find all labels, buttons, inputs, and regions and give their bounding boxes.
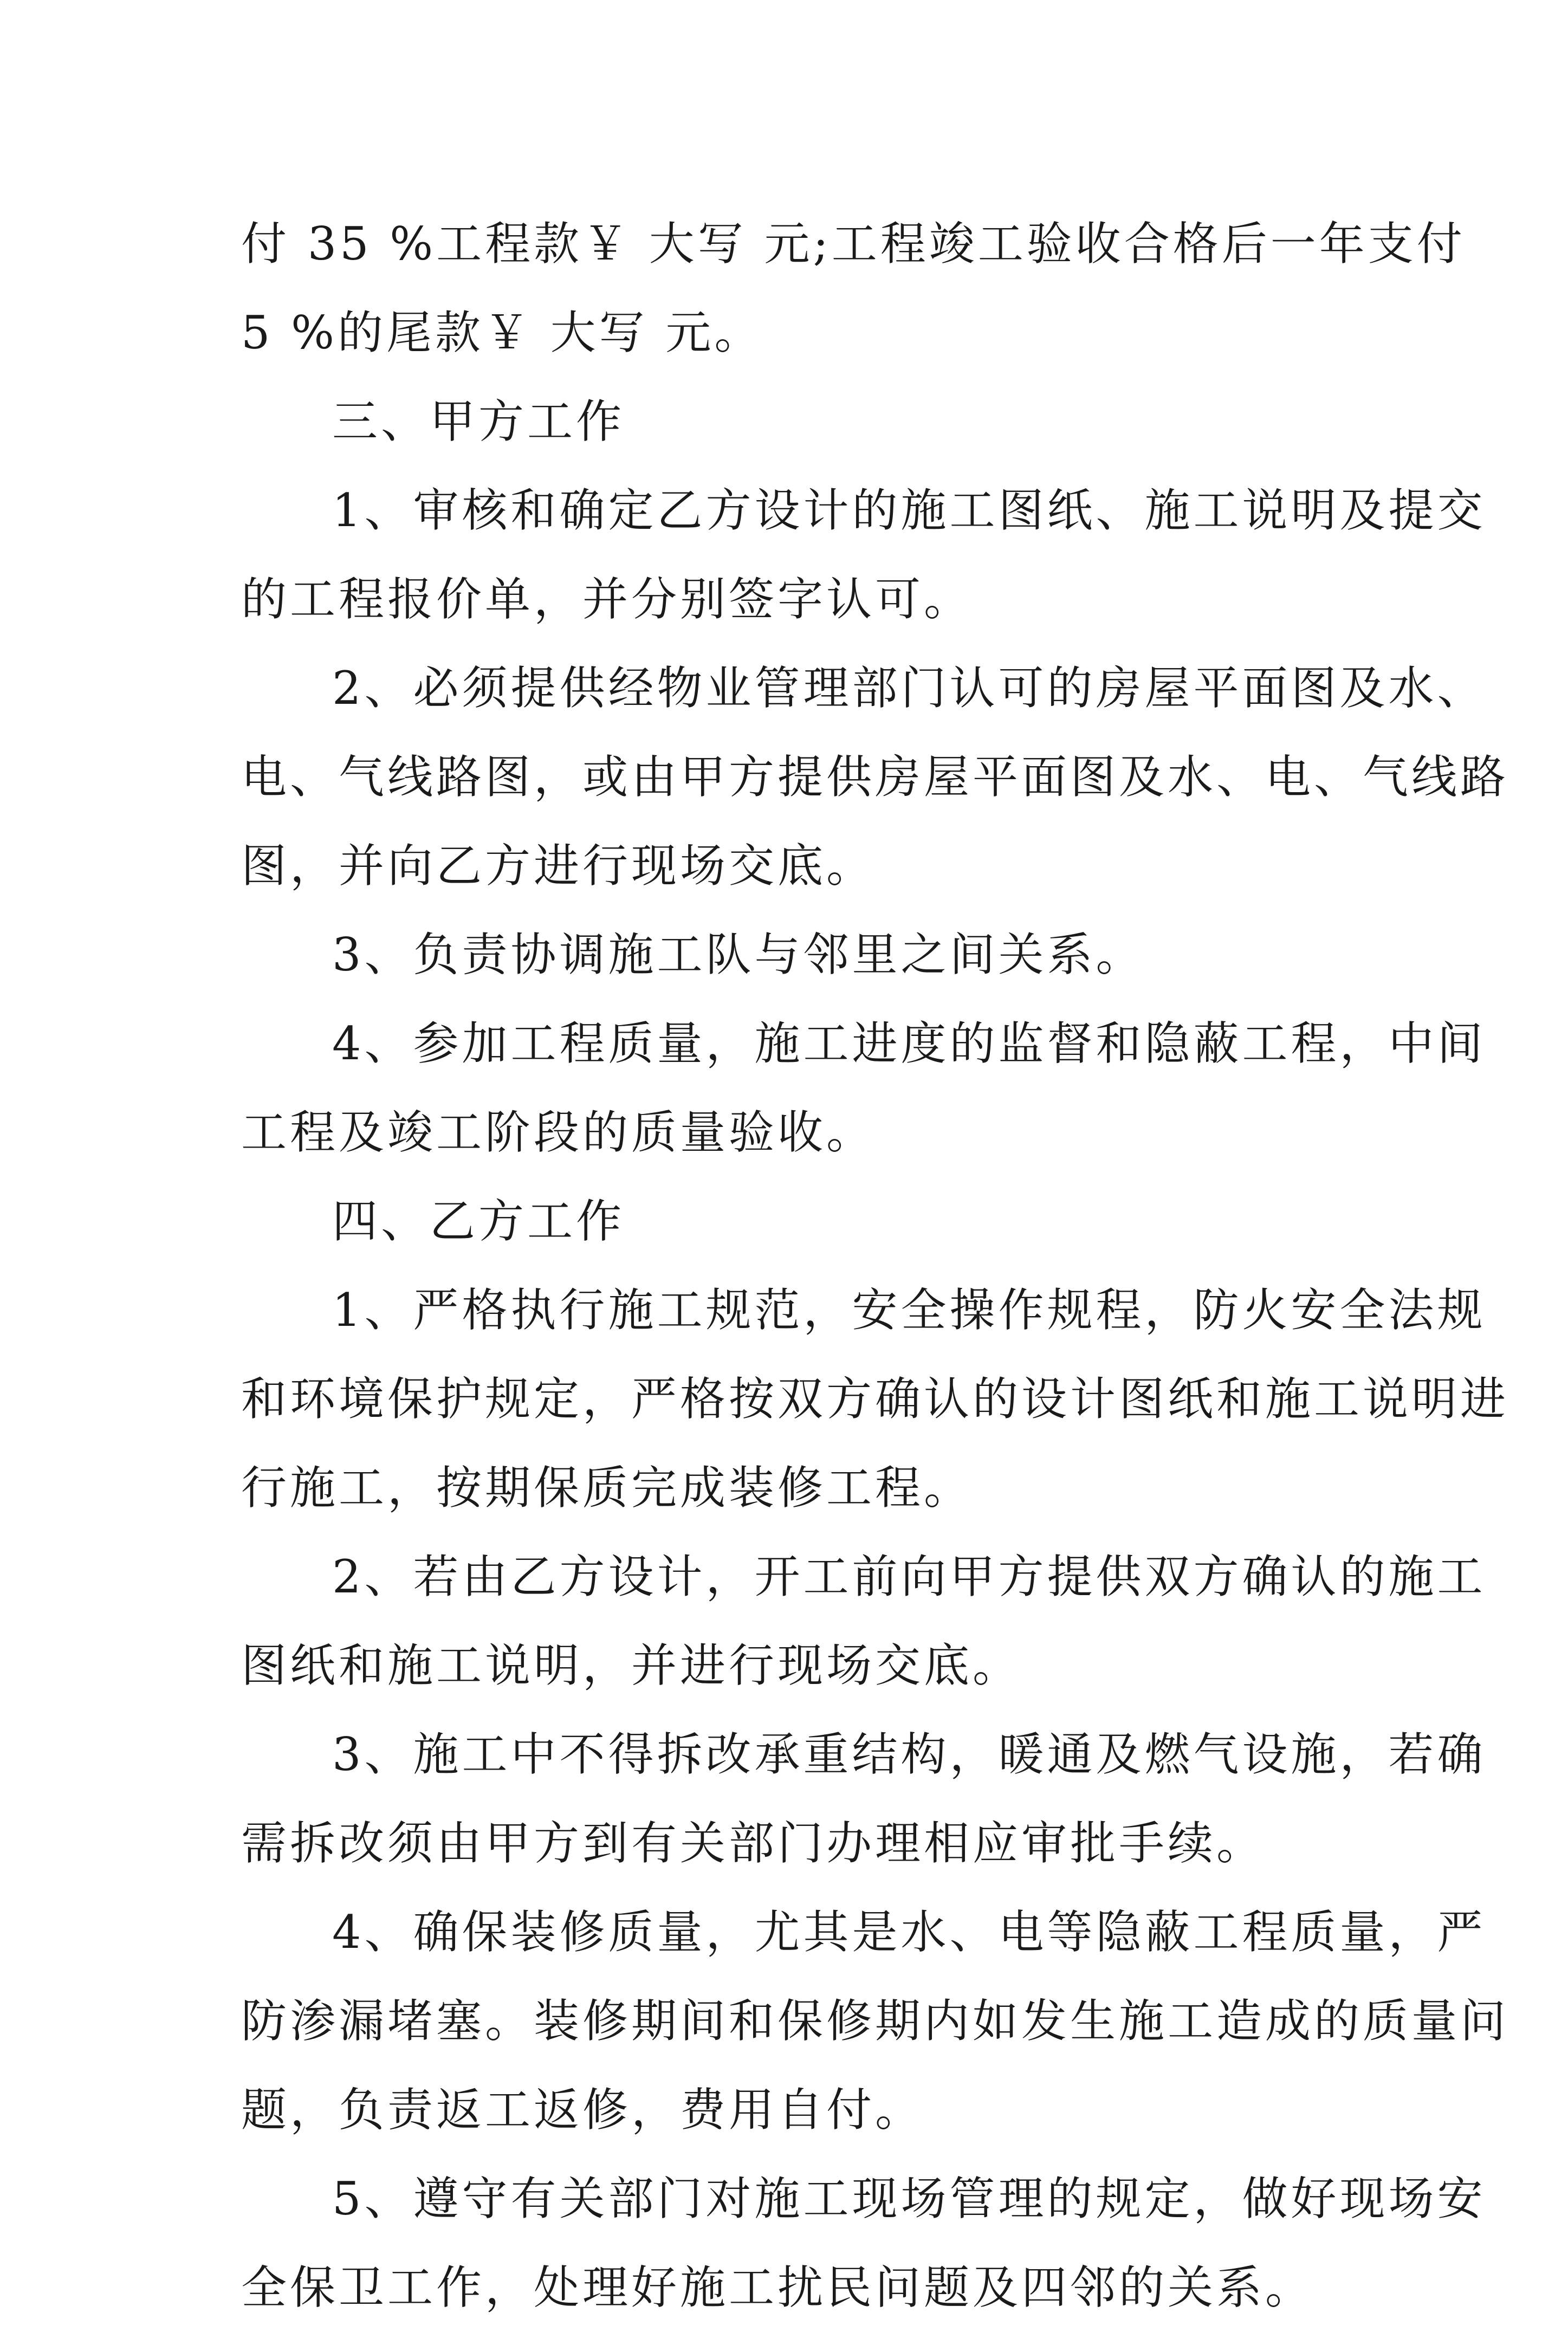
list-item-party-a-4: [241, 999, 1486, 1177]
section-heading-party-a: [241, 377, 1336, 466]
text-line: 3、负责协调施工队与邻里之间关系。: [332, 928, 1145, 981]
text-line: 行施工，按期保质完成装修工程。: [241, 1461, 973, 1514]
paragraph-payment-terms: [241, 199, 1466, 377]
text-line: 电、气线路图，或由甲方提供房屋平面图及水、电、气线路: [241, 750, 1509, 804]
list-item-party-b-1: [241, 1266, 1509, 1532]
text-line: 工程及竣工阶段的质量验收。: [241, 1106, 876, 1159]
text-line: 防渗漏堵塞。装修期间和保修期内如发生施工造成的质量问: [241, 1994, 1509, 2048]
text-line: 4、参加工程质量，施工进度的监督和隐蔽工程，中间: [332, 1017, 1486, 1070]
text-line: 2、必须提供经物业管理部门认可的房屋平面图及水、: [332, 662, 1486, 715]
text-line: 1、审核和确定乙方设计的施工图纸、施工说明及提交: [332, 484, 1486, 537]
heading-text: 三、甲方工作: [332, 395, 625, 448]
section-heading-party-b: [241, 1177, 1336, 1266]
list-item-party-b-3: [241, 1710, 1486, 1888]
text-line: 和环境保护规定，严格按双方确认的设计图纸和施工说明进: [241, 1372, 1509, 1426]
text-line: 4、确保装修质量，尤其是水、电等隐蔽工程质量，严: [332, 1906, 1486, 1959]
text-line: 题，负责返工返修，费用自付。: [241, 2083, 924, 2136]
text-line: 需拆改须由甲方到有关部门办理相应审批手续。: [241, 1817, 1266, 1870]
text-line: 1、严格执行施工规范，安全操作规程，防火安全法规: [332, 1284, 1486, 1337]
text-line: 图纸和施工说明，并进行现场交底。: [241, 1639, 1022, 1692]
list-item-party-a-2: [241, 644, 1509, 910]
text-line: 付 35 %工程款￥ 大写 元;工程竣工验收合格后一年支付: [241, 217, 1466, 270]
document-body: [241, 199, 1509, 2332]
list-item-party-b-2: [241, 1532, 1486, 1710]
list-item-party-a-3: [241, 910, 1336, 999]
list-item-party-b-5: [241, 2154, 1486, 2332]
text-line: 2、若由乙方设计，开工前向甲方提供双方确认的施工: [332, 1550, 1486, 1603]
list-item-party-a-1: [241, 466, 1486, 644]
text-line: 3、施工中不得拆改承重结构，暖通及燃气设施，若确: [332, 1728, 1486, 1781]
heading-text: 四、乙方工作: [332, 1195, 625, 1248]
text-line: 的工程报价单，并分别签字认可。: [241, 573, 973, 626]
text-line: 5 %的尾款￥ 大写 元。: [241, 306, 763, 359]
text-line: 图，并向乙方进行现场交底。: [241, 839, 876, 892]
text-line: 全保卫工作，处理好施工扰民问题及四邻的关系。: [241, 2261, 1314, 2314]
list-item-party-b-4: [241, 1888, 1509, 2154]
text-line: 5、遵守有关部门对施工现场管理的规定，做好现场安: [332, 2172, 1486, 2225]
